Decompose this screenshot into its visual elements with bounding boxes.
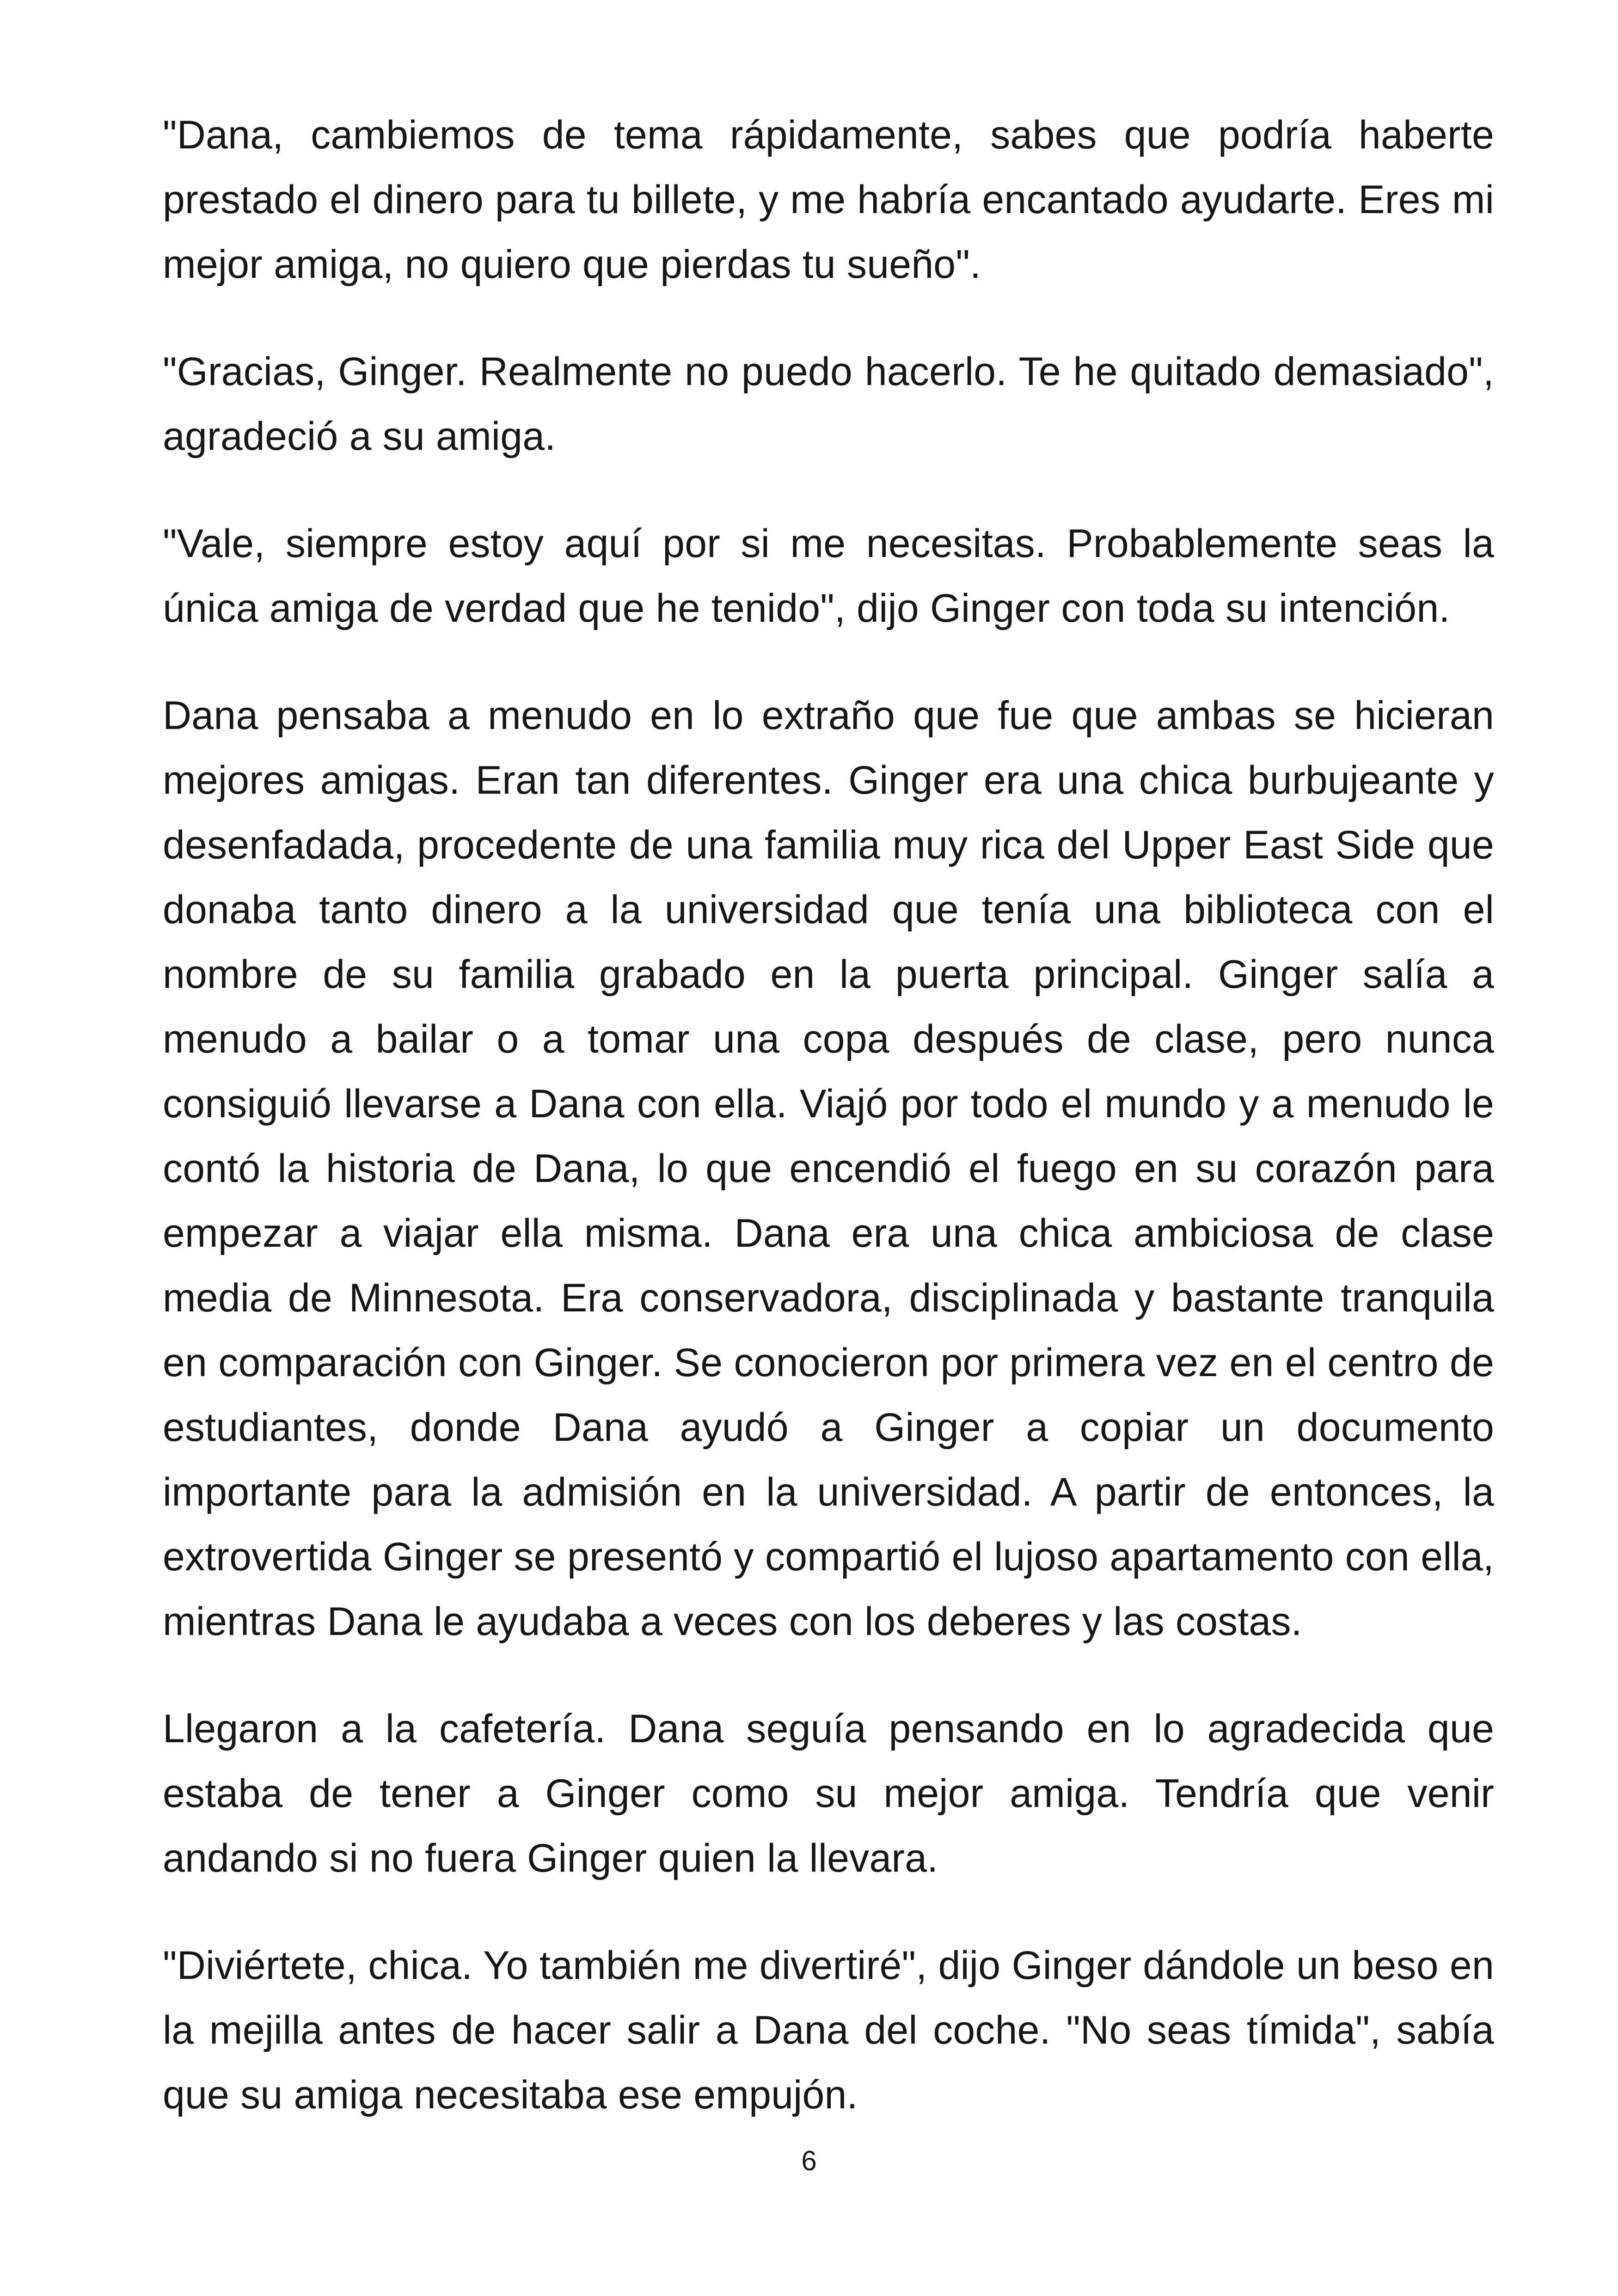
paragraph-3: "Vale, siempre estoy aquí por si me necesitas. Probablemente seas la única amiga de verdad que he tenido", dijo Ginger con toda su intención. [163,521,1494,631]
paragraph-2: "Gracias, Ginger. Realmente no puedo hacerlo. Te he quitado demasiado", agradeció a su amiga. [163,349,1494,459]
body-text [163,103,1494,2170]
paragraph-1: "Dana, cambiemos de tema rápidamente, sabes que podría haberte prestado el dinero para tu billete, y me habría encantado ayudarte. Eres mi mejor amiga, no quiero que pierdas tu sueño". [163,113,1494,287]
page-number: 6 [801,2145,817,2176]
paragraph-4: Dana pensaba a menudo en lo extraño que fue que ambas se hicieran mejores amigas. Eran tan diferentes. Ginger era una chica burbujeante y desenfadada, procedente de una familia muy rica del Upper East Side que donaba tanto dinero a la universidad que tenía una biblioteca con el nombre de su familia grabado en la puerta principal. Ginger salía a menudo a bailar o a tomar una copa después de clase, pero nunca consiguió llevarse a Dana con ella. Viajó por todo el mundo y a menudo le contó la historia de Dana, lo que encendió el fuego en su corazón para empezar a viajar ella misma. Dana era una chica ambiciosa de clase media de Minnesota. Era conservadora, disciplinada y bastante tranquila en comparación con Ginger. Se conocieron por primera vez en el centro de estudiantes, donde Dana ayudó a Ginger a copiar un documento importante para la admisión en la universidad. A partir de entonces, la extrovertida Ginger se presentó y compartió el lujoso apartamento con ella, mientras Dana le ayudaba a veces con los deberes y las costas. [163,693,1494,1644]
paragraph-6: "Diviértete, chica. Yo también me divertiré", dijo Ginger dándole un beso en la mejilla antes de hacer salir a Dana del coche. "No seas tímida", sabía que su amiga necesitaba ese empujón. [163,1943,1494,2117]
paragraph-5: Llegaron a la cafetería. Dana seguía pensando en lo agradecida que estaba de tener a Ginger como su mejor amiga. Tendría que venir andando si no fuera Ginger quien la llevara. [163,1707,1494,1880]
